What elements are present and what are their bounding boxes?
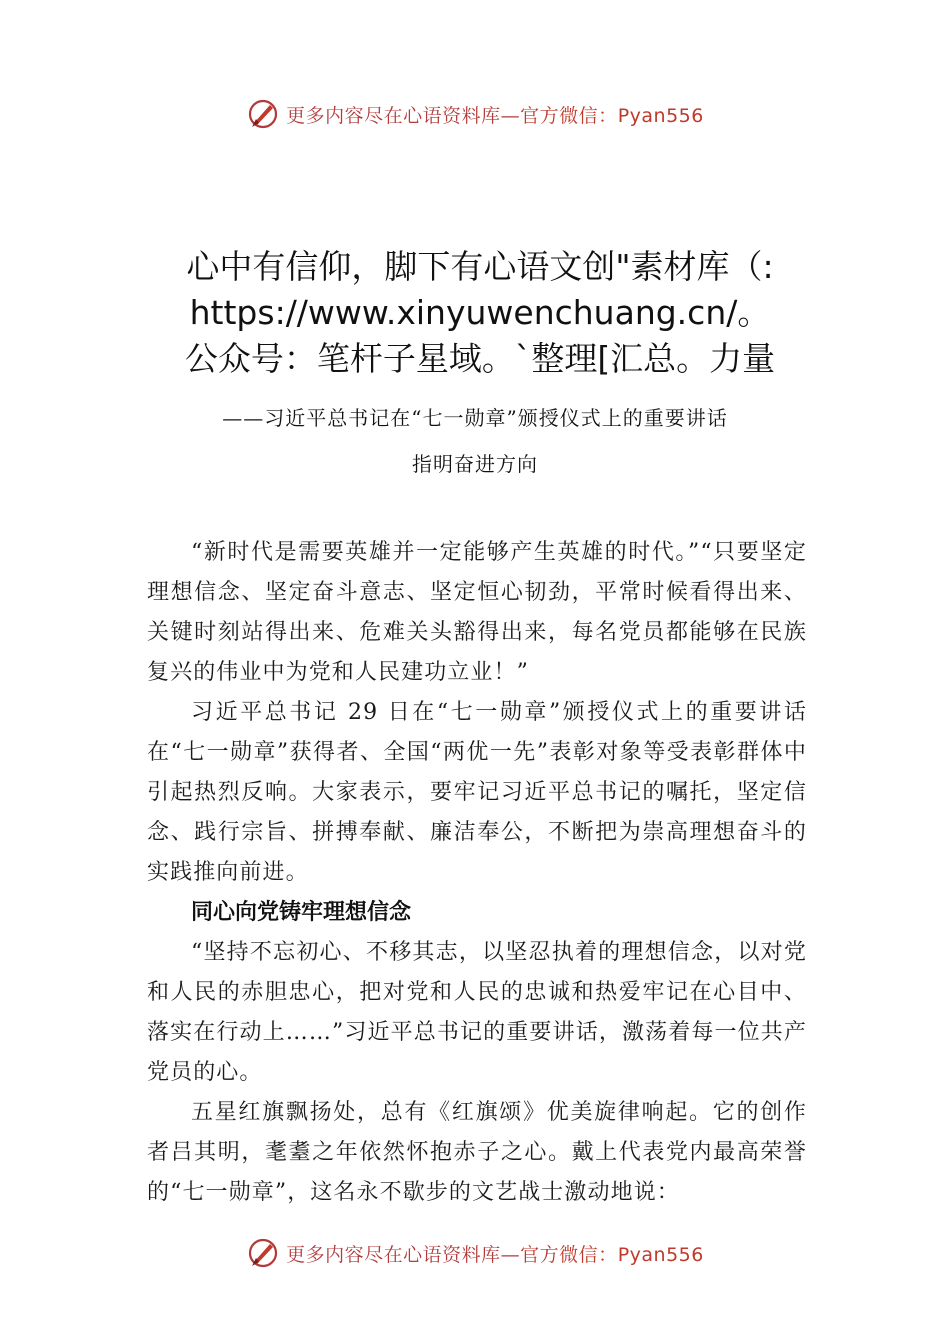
quill-circle-logo-icon	[246, 1236, 280, 1270]
paragraph-3: “坚持不忘初心、不移其志，以坚忍执着的理想信念，以对党和人民的赤胆忠心，把对党和人民的忠诚和热爱牢记在心目中、落实在行动上……”习近平总书记的重要讲话，激荡着每一位共产党员的心。	[147, 940, 807, 1085]
footer-banner-text	[286, 1240, 704, 1267]
footer-wechat-label: 官方微信：	[520, 1243, 618, 1266]
quill-circle-logo-icon	[246, 97, 280, 131]
title-line-2: https://www.xinyuwenchuang.cn/。	[189, 293, 771, 332]
title-line-1: 心中有信仰，脚下有心语文创"素材库（:	[186, 247, 774, 286]
title-line-3: 公众号：笔杆子星域。`整理[汇总。力量	[184, 339, 776, 378]
paragraph-1: “新时代是需要英雄并一定能够产生英雄的时代。”“只要坚定理想信念、坚定奋斗意志、坚定恒心韧劲，平常时候看得出来、关键时刻站得出来、危难关头豁得出来，每名党员都能够在民族复兴的伟业中为党和人民建功立业！”	[147, 540, 807, 685]
paragraph-2: 习近平总书记 29 日在“七一勋章”颁授仪式上的重要讲话在“七一勋章”获得者、全国“两优一先”表彰对象等受表彰群体中引起热烈反响。大家表示，要牢记习近平总书记的嘱托，坚定信念、践行宗旨、拼搏奉献、廉洁奉公，不断把为崇高理想奋斗的实践推向前进。	[147, 700, 807, 885]
paragraph-4: 五星红旗飘扬处，总有《红旗颂》优美旋律响起。它的创作者吕其明，耄耋之年依然怀抱赤子之心。戴上代表党内最高荣誉的“七一勋章”，这名永不歇步的文艺战士激动地说：	[147, 1100, 807, 1205]
subtitle-line-1: ——习近平总书记在“七一勋章”颁授仪式上的重要讲话	[222, 406, 728, 430]
subtitle-line-2: 指明奋进方向	[412, 452, 538, 476]
footer-banner	[0, 1233, 950, 1273]
header-banner	[0, 94, 950, 134]
document-title	[150, 244, 810, 382]
section-heading: 同心向党铸牢理想信念	[191, 900, 412, 925]
footer-library-text: 更多内容尽在心语资料库—	[286, 1243, 521, 1266]
banner-wechat-label: 官方微信：	[520, 104, 618, 127]
banner-library-text: 更多内容尽在心语资料库—	[286, 104, 521, 127]
banner-wechat-id: Pyan556	[617, 104, 704, 127]
article-body	[147, 533, 807, 1213]
header-banner-text	[286, 101, 704, 128]
footer-wechat-id: Pyan556	[617, 1243, 704, 1266]
